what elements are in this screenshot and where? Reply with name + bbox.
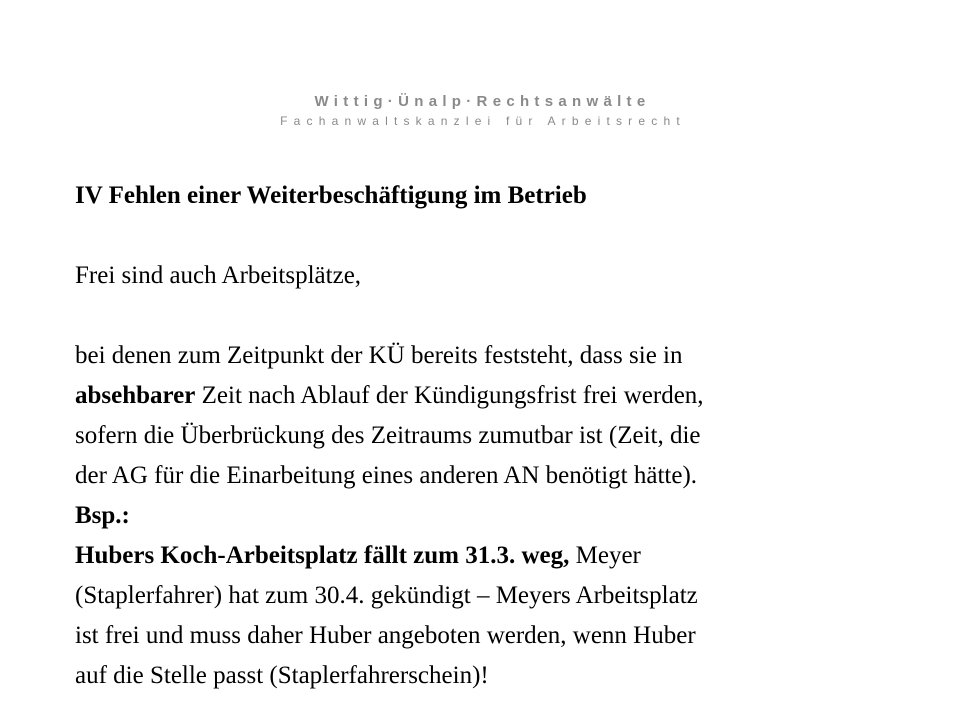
paragraph-line-text: sofern die Überbrückung des Zeitraums zumutbar ist (Zeit, die (75, 422, 701, 449)
firm-header (0, 92, 960, 129)
spacer (75, 296, 895, 336)
paragraph (75, 336, 895, 496)
paragraph-line (75, 336, 895, 376)
paragraph-line (75, 376, 895, 416)
slide-content (75, 176, 895, 696)
example-line (75, 576, 895, 616)
firm-tagline: Fachanwaltskanzlei für Arbeitsrecht (280, 114, 686, 128)
spacer (75, 216, 895, 256)
example-paragraph (75, 536, 895, 696)
paragraph-line-text: Zeit nach Ablauf der Kündigungsfrist frei werden, (195, 382, 704, 409)
example-line (75, 616, 895, 656)
example-line-text: Meyer (569, 542, 641, 569)
example-line-text: ist frei und muss daher Huber angeboten werden, wenn Huber (75, 622, 696, 649)
example-line (75, 656, 895, 696)
example-line-text: (Staplerfahrer) hat zum 30.4. gekündigt – Meyers Arbeitsplatz (75, 582, 698, 609)
example-line (75, 536, 895, 576)
example-label: Bsp.: (75, 502, 130, 529)
paragraph-line-text: der AG für die Einarbeitung eines anderen AN benötigt hätte). (75, 462, 698, 489)
paragraph-line-text: bei denen zum Zeitpunkt der KÜ bereits feststeht, dass sie in (75, 342, 683, 369)
example-line-bold: Hubers Koch-Arbeitsplatz fällt zum 31.3. weg, (75, 542, 570, 569)
example-line-text: auf die Stelle passt (Staplerfahrerschein)! (75, 662, 489, 689)
intro-text: Frei sind auch Arbeitsplätze, (75, 262, 362, 289)
paragraph-line (75, 416, 895, 456)
slide-heading: IV Fehlen einer Weiterbeschäftigung im Betrieb (75, 182, 587, 209)
paragraph-line-bold: absehbarer (75, 382, 196, 409)
firm-name: Wittig·Ünalp·Rechtsanwälte (314, 93, 651, 110)
paragraph-line (75, 456, 895, 496)
